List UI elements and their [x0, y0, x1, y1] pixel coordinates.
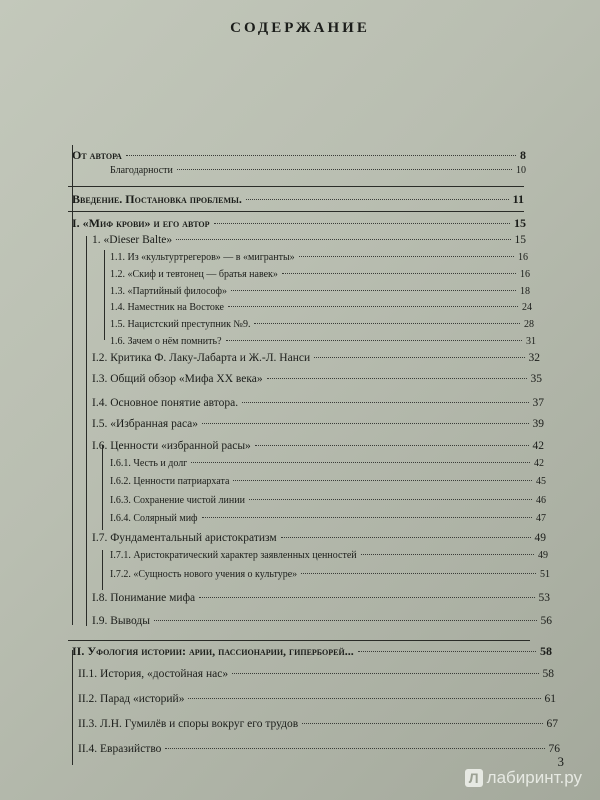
dot-leader: [226, 340, 522, 341]
toc-entry-page: 46: [536, 495, 546, 506]
dot-leader: [358, 651, 536, 652]
toc-entry-label: I.6.3. Сохранение чистой линии: [110, 495, 245, 506]
toc-heading: СОДЕРЖАНИЕ: [230, 20, 370, 36]
toc-entry[interactable]: [110, 286, 530, 297]
dot-leader: [267, 378, 527, 379]
toc-entry-page: 51: [540, 569, 550, 580]
dot-leader: [242, 402, 528, 403]
toc-entry-page: 11: [512, 192, 524, 206]
toc-entry-page: 76: [548, 743, 560, 755]
toc-entry-page: 49: [534, 532, 546, 544]
toc-entry-page: 28: [524, 319, 534, 330]
toc-entry-page: 37: [532, 397, 544, 409]
toc-entry[interactable]: [110, 269, 530, 280]
toc-entry[interactable]: [78, 743, 560, 755]
toc-entry-label: I.6. Ценности «избранной расы»: [92, 440, 251, 452]
toc-entry-label: 1.2. «Скиф и тевтонец — братья навек»: [110, 269, 278, 280]
toc-entry[interactable]: [110, 513, 546, 524]
toc-entry-label: I.6.1. Честь и долг: [110, 458, 188, 469]
dot-leader: [232, 673, 538, 674]
toc-entry-label: I.7.2. «Сущность нового учения о культуре»: [110, 569, 298, 580]
toc-entry-page: 61: [544, 693, 556, 705]
toc-entry-label: Благодарности: [110, 165, 173, 176]
toc-entry[interactable]: [110, 336, 536, 347]
dot-leader: [299, 256, 514, 257]
toc-entry-page: 58: [540, 644, 552, 658]
tree-line: [102, 550, 103, 590]
toc-entry-page: 31: [526, 336, 536, 347]
labirint-logo-icon: Л: [465, 769, 483, 787]
watermark-logo: [465, 768, 582, 788]
toc-entry-page: 15: [514, 234, 526, 246]
dot-leader: [202, 517, 532, 518]
dot-leader: [233, 480, 532, 481]
dot-leader: [302, 723, 542, 724]
toc-entry[interactable]: [92, 234, 526, 246]
toc-entry-page: 58: [542, 668, 554, 680]
dot-leader: [314, 357, 524, 358]
toc-entry[interactable]: [72, 148, 526, 163]
toc-entry-label: I.7.1. Аристократический характер заявленных ценностей: [110, 550, 357, 561]
toc-entry[interactable]: [110, 495, 546, 506]
toc-entry-label: 1. «Dieser Balte»: [92, 234, 173, 246]
page-number: 3: [557, 754, 564, 769]
dot-leader: [214, 223, 510, 224]
toc-entry-label: 1.3. «Партийный философ»: [110, 286, 228, 297]
toc-entry-label: 1.4. Наместник на Востоке: [110, 302, 224, 313]
toc-entry-label: I.7. Фундаментальный аристократизм: [92, 532, 277, 544]
tree-line: [72, 650, 73, 765]
toc-entry[interactable]: [92, 373, 542, 385]
toc-entry[interactable]: [92, 592, 550, 604]
dot-leader: [177, 169, 512, 170]
dot-leader: [188, 698, 540, 699]
toc-entry[interactable]: [92, 397, 544, 409]
toc-entry-page: 42: [534, 458, 544, 469]
dot-leader: [202, 423, 528, 424]
toc-entry-page: 10: [516, 165, 526, 176]
toc-entry-label: I.2. Критика Ф. Лаку-Лабарта и Ж.-Л. Нанси: [92, 352, 311, 364]
toc-entry-page: 24: [522, 302, 532, 313]
separator-rule: [68, 640, 530, 641]
watermark-text: лабиринт.ру: [486, 768, 582, 787]
toc-entry-label: От автора: [72, 148, 122, 162]
toc-entry-label: I.5. «Избранная раса»: [92, 418, 199, 430]
toc-entry[interactable]: [72, 216, 526, 231]
toc-entry[interactable]: [78, 668, 554, 680]
toc-entry-label: II.2. Парад «историй»: [78, 693, 185, 705]
toc-entry[interactable]: [72, 192, 524, 207]
dot-leader: [254, 323, 520, 324]
dot-leader: [228, 306, 518, 307]
dot-leader: [165, 748, 544, 749]
toc-entry-label: I.4. Основное понятие автора.: [92, 397, 239, 409]
toc-entry-page: 32: [528, 352, 540, 364]
toc-entry-page: 47: [536, 513, 546, 524]
toc-entry-page: 42: [532, 440, 544, 452]
toc-entry-label: I.6.4. Солярный миф: [110, 513, 198, 524]
toc-entry-label: 1.1. Из «культуртрегеров» — в «мигранты»: [110, 252, 295, 263]
toc-entry-label: I.9. Выводы: [92, 615, 150, 627]
tree-line: [86, 236, 87, 626]
toc-entry[interactable]: [78, 718, 558, 730]
toc-entry-page: 15: [514, 216, 526, 230]
dot-leader: [281, 537, 531, 538]
toc-entry-label: Введение. Постановка проблемы.: [72, 192, 242, 206]
toc-entry-label: 1.5. Нацистский преступник №9.: [110, 319, 251, 330]
separator-rule: [68, 186, 524, 187]
dot-leader: [176, 239, 510, 240]
toc-entry[interactable]: [110, 550, 548, 561]
toc-entry[interactable]: [72, 644, 552, 659]
toc-entry[interactable]: [92, 418, 544, 430]
toc-entry[interactable]: [110, 476, 546, 487]
toc-entry-page: 16: [518, 252, 528, 263]
toc-entry[interactable]: [78, 693, 556, 705]
dot-leader: [249, 499, 532, 500]
toc-entry-label: 1.6. Зачем о нём помнить?: [110, 336, 222, 347]
toc-entry-page: 53: [538, 592, 550, 604]
dot-leader: [199, 597, 534, 598]
dot-leader: [246, 199, 509, 200]
tree-line: [102, 445, 103, 530]
toc-entry-label: II.1. История, «достойная нас»: [78, 668, 229, 680]
dot-leader: [301, 573, 536, 574]
toc-entry-label: I.6.2. Ценности патриархата: [110, 476, 230, 487]
toc-entry-label: II. Уфология истории: арии, пассионарии, гиперборей...: [72, 644, 354, 658]
toc-entry-page: 16: [520, 269, 530, 280]
toc-entry-label: I.8. Понимание мифа: [92, 592, 196, 604]
toc-entry[interactable]: [92, 532, 546, 544]
dot-leader: [361, 554, 534, 555]
toc-entry-label: II.3. Л.Н. Гумилёв и споры вокруг его трудов: [78, 718, 299, 730]
toc-entry-page: 8: [520, 148, 526, 162]
toc-entry-label: II.4. Евразийство: [78, 743, 162, 755]
toc-entry-page: 49: [538, 550, 548, 561]
toc-entry[interactable]: [110, 319, 534, 330]
toc-entry-page: 35: [530, 373, 542, 385]
toc-entry[interactable]: [92, 352, 540, 364]
toc-entry-page: 18: [520, 286, 530, 297]
dot-leader: [154, 620, 537, 621]
toc-entry-page: 56: [540, 615, 552, 627]
dot-leader: [255, 445, 529, 446]
toc-entry-page: 67: [546, 718, 558, 730]
toc-entry[interactable]: [92, 615, 552, 627]
dot-leader: [282, 273, 516, 274]
toc-entry-label: I. «Миф крови» и его автор: [72, 216, 210, 230]
toc-entry[interactable]: [92, 440, 544, 452]
dot-leader: [191, 462, 530, 463]
toc-entry[interactable]: [110, 165, 526, 176]
toc-entry-page: 39: [532, 418, 544, 430]
toc-entry-label: I.3. Общий обзор «Мифа XX века»: [92, 373, 263, 385]
tree-line: [104, 250, 105, 340]
dot-leader: [126, 155, 516, 156]
toc-entry-page: 45: [536, 476, 546, 487]
toc-entry[interactable]: [110, 458, 544, 469]
toc-entry[interactable]: [110, 302, 532, 313]
toc-entry[interactable]: [110, 569, 550, 580]
separator-rule: [68, 211, 524, 212]
dot-leader: [231, 290, 516, 291]
toc-entry[interactable]: [110, 252, 528, 263]
